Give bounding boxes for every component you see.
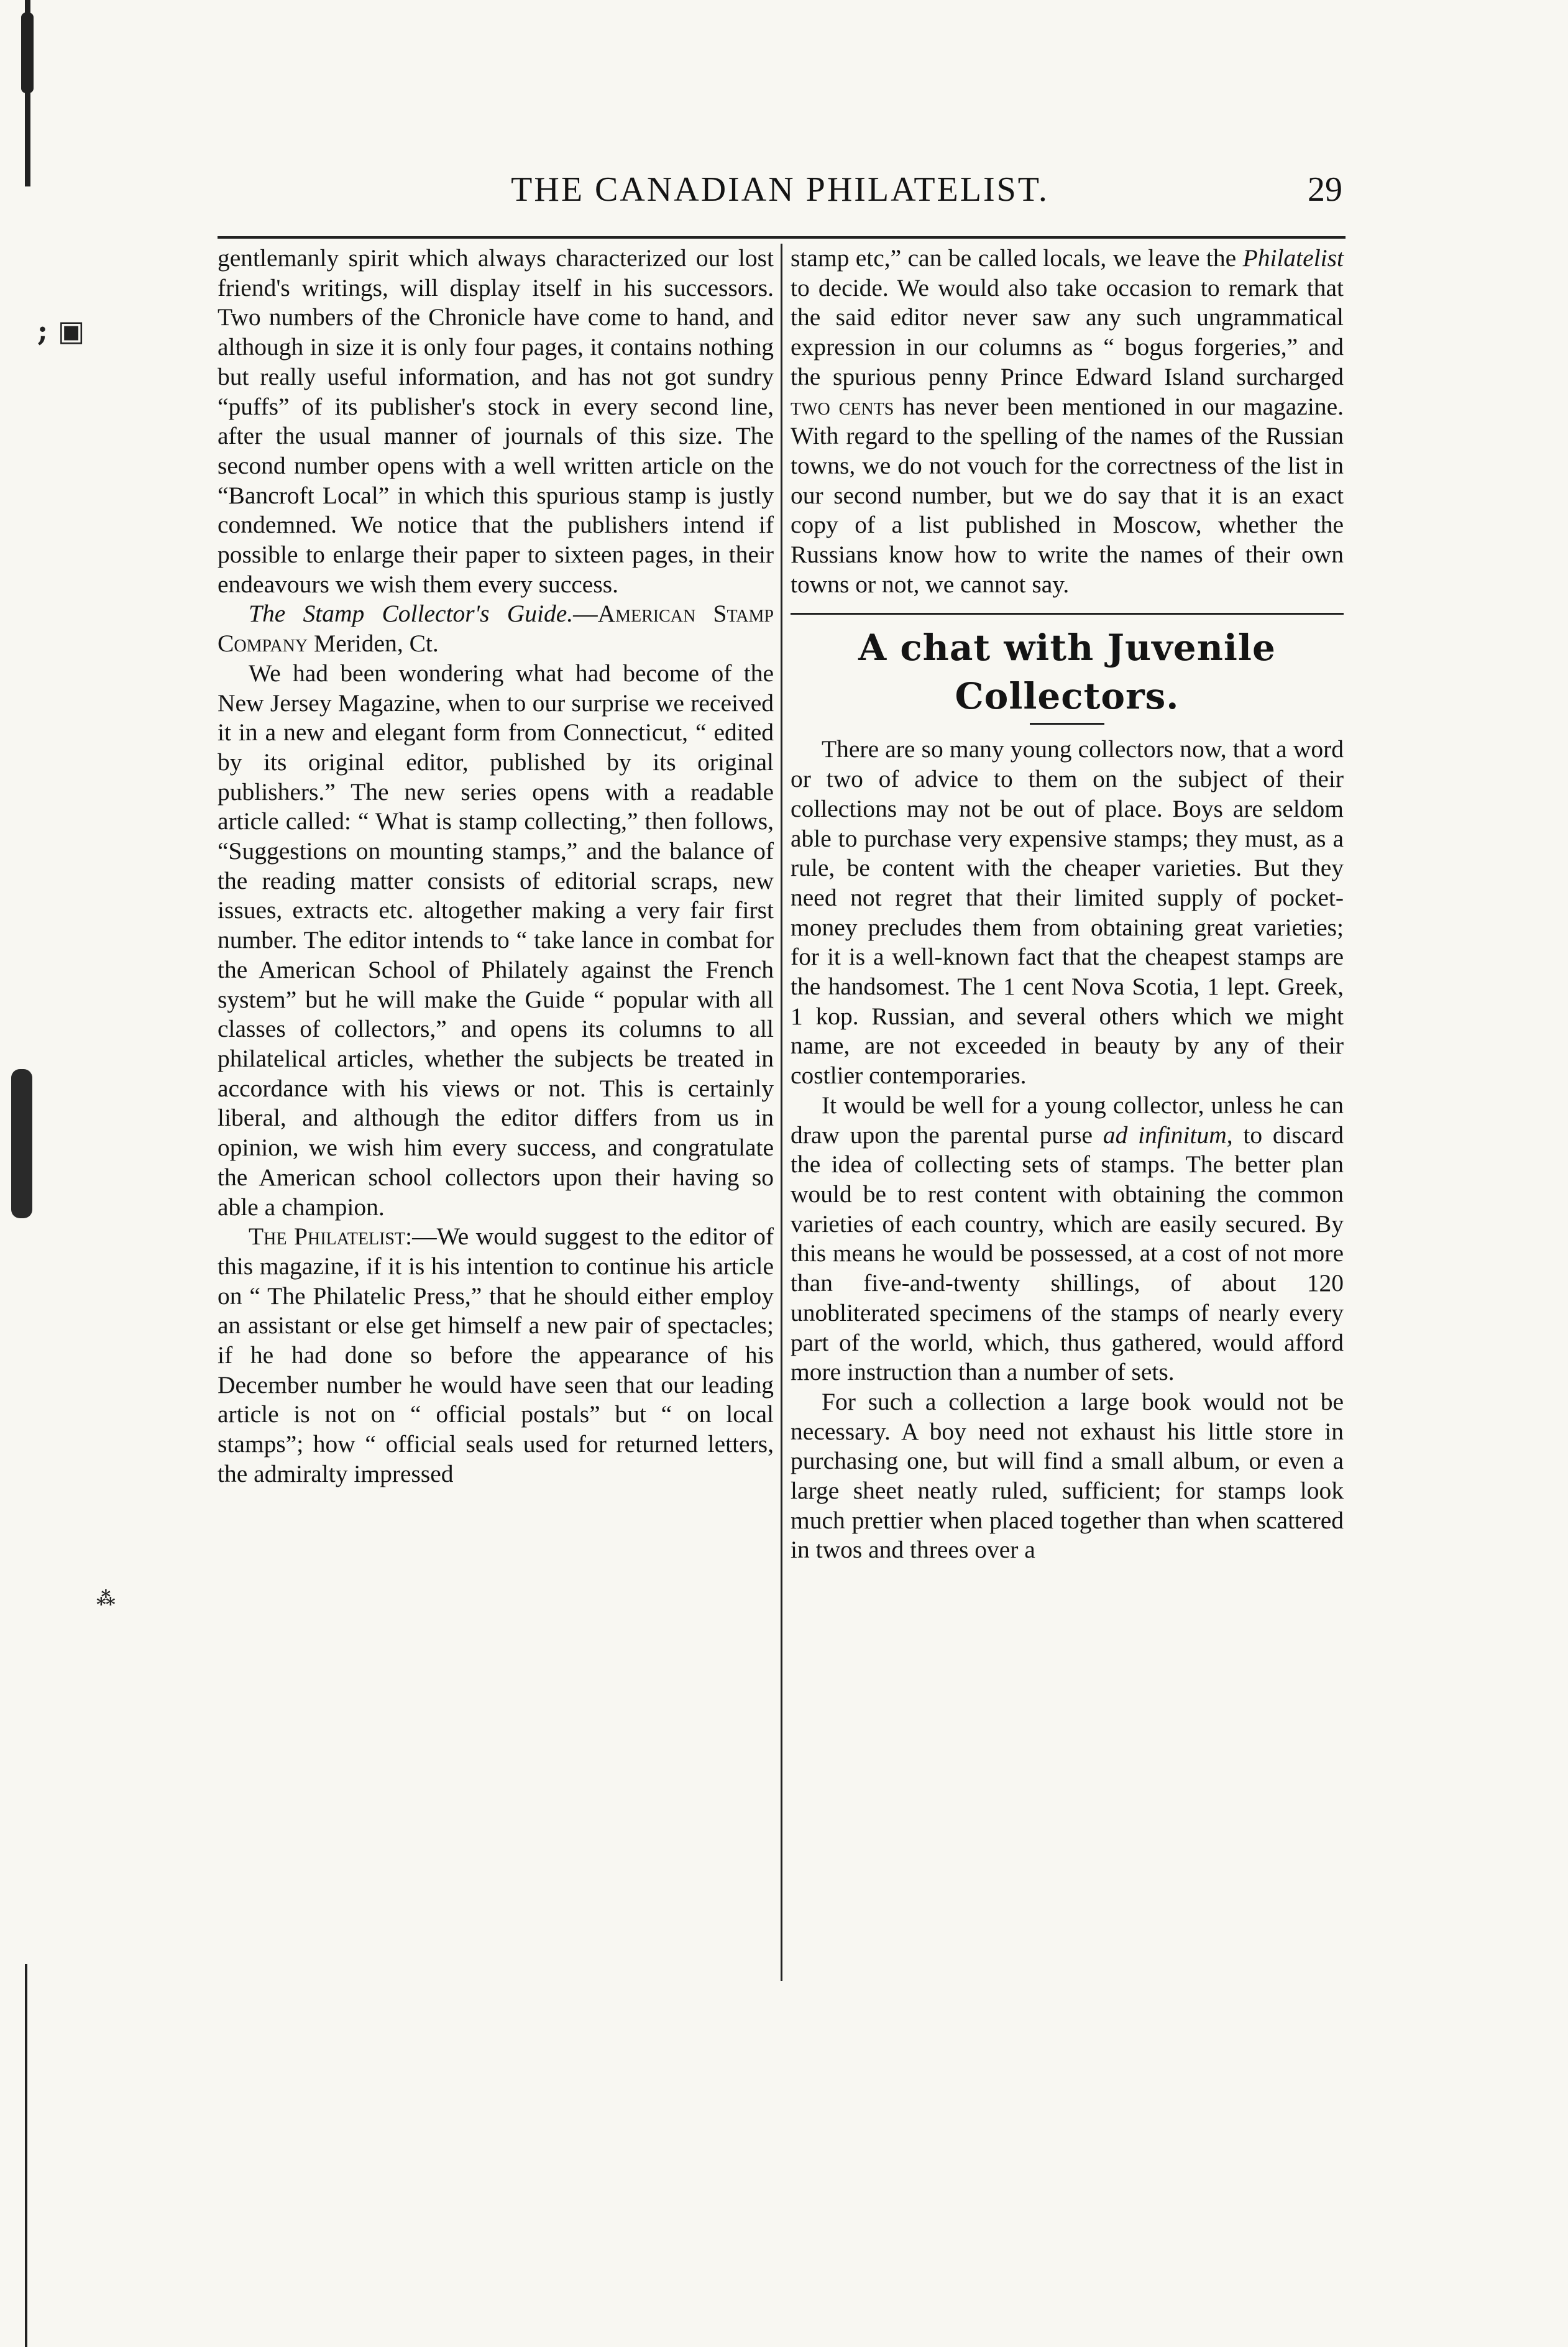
text-run: stamp etc,” can be called locals, we leave the (791, 244, 1243, 272)
text-run: It would be well for a young collector, unless he can draw upon the parental purse (791, 1091, 1344, 1149)
paragraph-young-collectors: There are so many young collectors now, that a word or two of advice to them on the subject of their collections may not be out of place. Boys are seldom able to purchase very expensive stamps; they must, as a rule, be content with the cheaper varieties. But they need not regret that their limited supply of pocket-money precludes them from obtaining great varieties; for it is a well-known fact that the cheapest stamps are the handsomest. The 1 cent Nova Scotia, 1 lept. Greek, 1 kop. Russian, and several others which we might name, are not exceeded in beauty by any of their costlier contemporaries. (791, 735, 1344, 1090)
running-title: THE CANADIAN PHILATELIST. (511, 170, 1049, 209)
page-number: 29 (1308, 170, 1342, 209)
margin-glyph-bottom: ⁂ (96, 1588, 116, 1610)
guide-place: Meriden, Ct. (308, 630, 439, 658)
margin-mark-top-blob (21, 12, 34, 93)
text-run: to decide. We would also take occasion to remark that the said editor never saw any such ungrammatical expression in our columns as “ bogus forgeries,” and the spurious penny Prince Edward Island surcharged (791, 273, 1344, 390)
left-column (218, 244, 774, 1489)
surcharge-text: two cents (791, 392, 894, 420)
heading-short-rule (1030, 723, 1104, 725)
paragraph-album-advice: For such a collection a large book would not be necessary. A boy need not exhaust his little store in purchasing one, but will find a small album, or even a large sheet neatly ruled, sufficient; for stamps look much prettier when placed together than when scattered in twos and threes over a (791, 1387, 1344, 1564)
guide-dash: — (573, 600, 598, 628)
paragraph-guide-heading (218, 599, 774, 658)
margin-mark-middle (11, 1069, 32, 1218)
paragraph-guide-review: We had been wondering what had become of the New Jersey Magazine, when to our surprise we received it in a new and elegant form from Connecticut, “ edited by its original editor, published by its original publishers.” The new series opens with a readable article called: “ What is stamp collecting,” then follows, “Suggestions on mounting stamps,” and the balance of the reading matter consists of editorial scraps, new issues, extracts etc. altogether making a very fair first number. The editor intends to “ take lance in combat for the American School of Philately against the French system” but he will make the Guide “ popular with all classes of collectors,” and opens its columns to all philatelical articles, whether the subjects be treated in accordance with his views or not. This is certainly liberal, and although the editor differs from us in opinion, we wish him every success, and congratulate the American school collectors upon their having so able a champion. (218, 659, 774, 1221)
header-rule (218, 236, 1346, 239)
paragraph-philatelist-reply (218, 1222, 774, 1489)
guide-title: The Stamp Collector's Guide. (249, 600, 574, 628)
right-column (791, 244, 1344, 1565)
philatelist-lead: The Philatelist (249, 1223, 406, 1251)
page-header (211, 165, 1349, 224)
margin-glyph-top: ; ▣ (37, 314, 85, 347)
margin-mark-lower (25, 1964, 27, 2347)
text-run: has never been mentioned in our magazine. With regard to the spelling of the names of the Russian towns, we do not vouch for the correctness of the list in our second number, but we do say that it is an exact copy of a list published in Moscow, whether the Russians know how to write the names of their own towns or not, we cannot say. (791, 392, 1344, 598)
text-run: , to discard the idea of collecting sets of stamps. The better plan would be to rest content with obtaining the common varieties of each country, which are easily secured. By this means he would be possessed, at a cost of not more than five-and-twenty shillings, of about 120 unobliterated specimens of the stamps of nearly every part of the world, which, thus gathered, would afford more instruction than a number of sets. (791, 1121, 1344, 1386)
paragraph-chronicle-review: gentlemanly spirit which always characterized our lost friend's writings, will display itself in his successors. Two numbers of the Chronicle have come to hand, and although in size it is only four pages, it contains nothing but really useful information, and has not got sundry “puffs” of its publisher's stock in every second line, after the usual manner of journals of this size. The second number opens with a well written article on the “Bancroft Local” in which this spurious stamp is justly condemned. We notice that the publishers intend if possible to enlarge their paper to sixteen pages, in their endeavours we wish them every success. (218, 244, 774, 598)
guide-publisher: American Stamp Company (218, 600, 774, 658)
italic-phrase: ad infinitum (1103, 1121, 1227, 1149)
column-divider (781, 244, 782, 1981)
philatelist-title: Philatelist (1242, 244, 1344, 272)
paragraph-collecting-advice (791, 1091, 1344, 1387)
article-heading: A chat with Juvenile Collectors. (858, 627, 1276, 718)
section-rule (791, 613, 1344, 615)
paragraph-philatelist-continued (791, 244, 1344, 599)
philatelist-body: :—We would suggest to the editor of this magazine, if it is his intention to continue his article on “ The Philatelic Press,” that he should either employ an assistant or else get himself a new pair of spectacles; if he had done so before the appearance of his December number he would have seen that our leading article is not on “ official postals” but “ on local stamps”; how “ official seals used for returned letters, the admiralty impressed (218, 1223, 774, 1487)
